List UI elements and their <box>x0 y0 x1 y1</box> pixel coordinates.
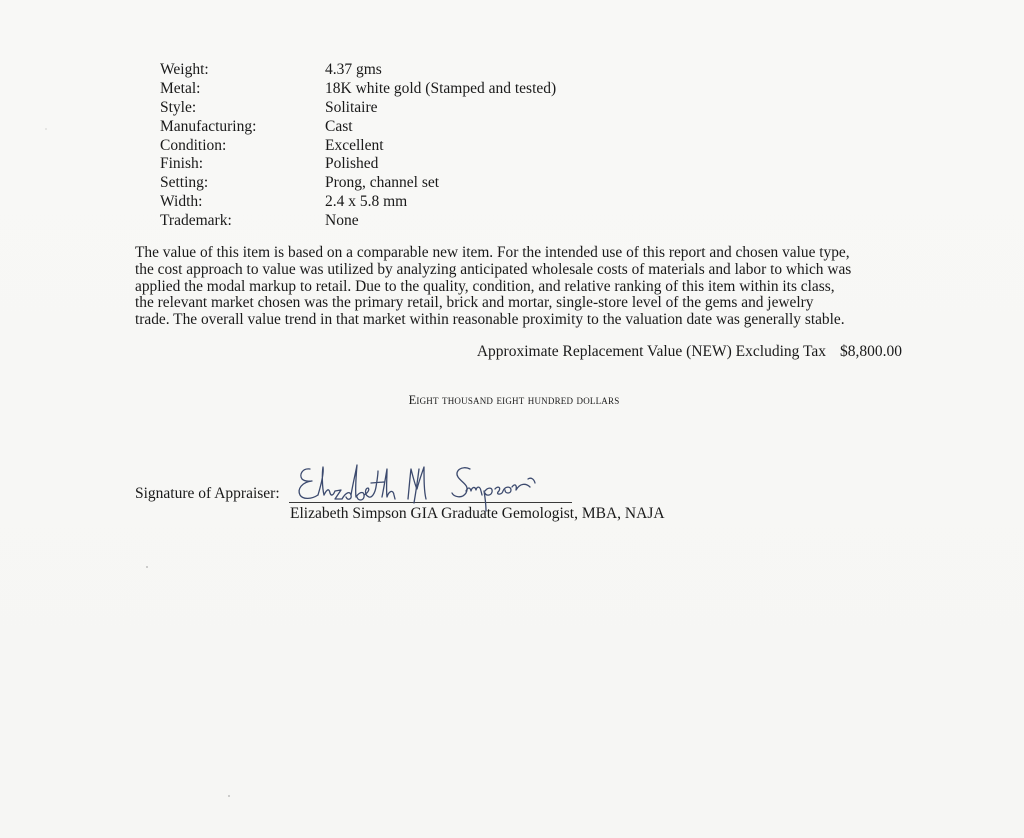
spec-row-setting <box>160 174 680 193</box>
spec-value: 2.4 x 5.8 mm <box>325 193 408 211</box>
spec-label: Manufacturing: <box>160 117 257 135</box>
spec-label: Finish: <box>160 155 204 173</box>
spec-value: Prong, channel set <box>325 174 440 192</box>
spec-value: None <box>325 212 359 230</box>
spec-value: Excellent <box>325 136 384 154</box>
spec-row-condition <box>160 137 680 156</box>
paragraph-line: applied the modal markup to retail. Due to the quality, condition, and relative ranking of this item within its class, <box>135 277 835 295</box>
spec-value: 18K white gold (Stamped and tested) <box>325 79 557 97</box>
appraiser-printed-name: Elizabeth Simpson GIA Graduate Gemologist, MBA, NAJA <box>290 505 665 522</box>
spec-row-style <box>160 99 680 118</box>
paragraph-line: the relevant market chosen was the primary retail, brick and mortar, single-store level of the gems and jewelry <box>135 294 814 312</box>
spec-row-trademark <box>160 212 680 231</box>
spec-row-width <box>160 193 680 212</box>
spec-label: Setting: <box>160 174 209 192</box>
valuation-methodology-paragraph <box>135 245 905 329</box>
scan-speck <box>228 795 230 797</box>
spec-label: Trademark: <box>160 212 232 230</box>
spec-value: Polished <box>325 155 379 173</box>
spec-label: Style: <box>160 98 197 116</box>
paragraph-line: The value of this item is based on a comparable new item. For the intended use of this report and chosen value type, <box>135 244 850 261</box>
paragraph-line: trade. The overall value trend in that market within reasonable proximity to the valuation date was generally stable. <box>135 311 845 329</box>
replacement-value-amount: $8,800.00 <box>840 343 902 360</box>
spec-label: Condition: <box>160 136 227 154</box>
spec-value: Cast <box>325 117 353 135</box>
amount-in-words-line <box>0 392 1024 408</box>
scan-speck <box>45 128 47 130</box>
spec-label: Metal: <box>160 79 201 97</box>
spec-label: Width: <box>160 193 203 211</box>
scan-speck <box>146 566 148 568</box>
item-specifications <box>160 61 680 231</box>
signature-label: Signature of Appraiser: <box>135 485 280 502</box>
paragraph-line: the cost approach to value was utilized by analyzing anticipated wholesale costs of materials and labor to which was <box>135 260 852 278</box>
spec-value: 4.37 gms <box>325 61 382 78</box>
spec-row-metal <box>160 80 680 99</box>
amount-in-words: Eight thousand eight hundred dollars <box>408 393 620 407</box>
replacement-value-label: Approximate Replacement Value (NEW) Excluding Tax <box>476 343 826 360</box>
spec-row-manufacturing <box>160 118 680 137</box>
spec-label: Weight: <box>160 61 209 78</box>
replacement-value-line <box>300 342 902 361</box>
spec-row-finish <box>160 155 680 174</box>
spec-value: Solitaire <box>325 98 378 116</box>
spec-row-weight <box>160 61 680 80</box>
